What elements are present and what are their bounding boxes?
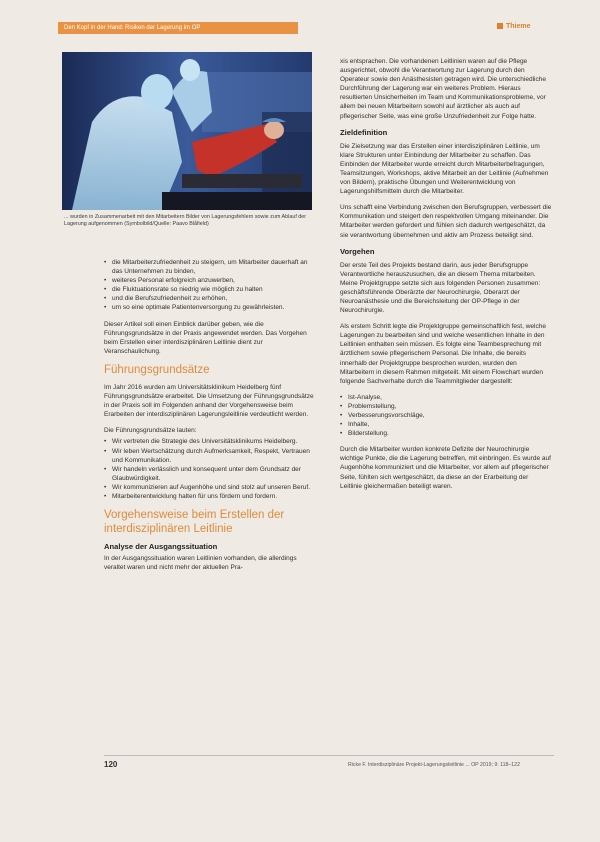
list-item: • Verbesserungsvorschläge, [340, 411, 552, 420]
list-item: • Wir vertreten die Strategie des Universitätsklinikums Heidelberg. [104, 437, 316, 446]
list-item: • und die Berufszufriedenheit zu erhöhen, [104, 294, 316, 303]
list-item: • Bilderstellung. [340, 429, 552, 438]
list-item: • die Fluktuationsrate so niedrig wie möglich zu halten [104, 285, 316, 294]
operating-room-photo [62, 52, 312, 210]
flowchart-list [340, 393, 552, 438]
section-title-procedure: Vorgehensweise beim Erstellen der interdisziplinären Leitlinie [104, 509, 285, 536]
analysis-paragraph: In der Ausgangssituation waren Leitlinien vorhanden, die allerdings veraltet waren und nicht mehr der aktuellen Pra- [104, 555, 297, 572]
subsection-title-goal: Zieldefinition [340, 127, 388, 137]
principles-intro: Die Führungsgrundsätze lauten: [104, 427, 197, 435]
list-item: • Wir kommunizieren auf Augenhöhe und sind stolz auf unseren Beruf. [104, 483, 316, 492]
list-item: • Mitarbeiterentwicklung halten für uns fördern und fordern. [104, 492, 316, 501]
list-item: • die Mitarbeiterzufriedenheit zu steigern, um Mitarbeiter dauerhaft an das Unternehmen zu binden, [104, 258, 316, 276]
figure-caption: ... wurden in Zusammenarbeit mit den Mitarbeitern Bilder von Lagerungsfehlern sowie zum Ablauf der Lagerung aufgenommen (Symbolbild/Quelle: Paavo Blåfield) [64, 214, 307, 227]
section-title-principles: Führungsgrundsätze [104, 363, 210, 376]
section-header-bar [58, 22, 298, 34]
list-item: • Wir handeln verlässlich und konsequent unter dem Grundsatz der Glaubwürdigkeit. [104, 465, 316, 483]
paragraph: Durch die Mitarbeiter wurden konkrete Defizite der Neurochirurgie wichtige Punkte, die die Lagerung betreffen, mit einbringen. Es wurde auf Augenhöhe kommuniziert und die Mitarbeiter, vor allem auf pflegerischer Seite, fühlten sich wertgeschätzt, da diese an der Erarbeitung der Leitlinie gleichermaßen beteiligt waren. [340, 446, 551, 490]
principles-paragraph: Im Jahr 2016 wurden am Universitätsklinikum Heidelberg fünf Führungsgrundsätze erarbeitet. Die Umsetzung der Führungsgrundsätze in der Praxis soll im Folgenden anhand der Vorgehensweise beim Erarbeiten der interdisziplinären Lagerungsleitlinie verdeutlicht werden. [104, 383, 314, 419]
list-item: • um so eine optimale Patientenversorgung zu gewährleisten. [104, 303, 316, 312]
paragraph: Die Zielsetzung war das Erstellen einer interdisziplinären Leitlinie, um klare Strukturen unter Einbindung der Mitarbeiter zu schaffen. Das Einbinden der Mitarbeiter wurde erreicht durch Mitarbeiterbefragungen, Teamsitzungen, Workshops, aktive Mitarbeit an der Leitlinie (Aufnehmen von Bildern), praktische Übungen und Weiterentwicklung von Lagerungshilfsmitteln durch die Mitarbeiter. [340, 142, 549, 196]
subsection-title-analysis: Analyse der Ausgangssituation [104, 542, 218, 552]
section-header-text: Den Kopf in der Hand: Risiken der Lagerung im OP [64, 25, 201, 31]
footer-divider [104, 755, 554, 756]
publisher-label [497, 23, 531, 30]
left-column [104, 258, 316, 579]
operating-room-illustration [62, 52, 312, 210]
page-number: 120 [104, 760, 118, 769]
paragraph: Als erstem Schritt legte die Projektgruppe gemeinschaftlich fest, welche Lagerungen zu bearbeiten sind und welche wesentlichen Inhalte in den Leitlinien enthalten sein müssen. Es folgte eine Teambesprechung mit ärztlichem sowie pflegerischem Personal. Die Inhalte, die bereits innerhalb der Projektgruppe besprochen wurden, wurden den Mitarbeitern in diesem Rahmen mitgeteilt. Mit einem Flowchart wurden folgende Sachverhalte durch die Teammitglieder dargestellt: [340, 323, 546, 385]
publisher-text: Thieme [506, 23, 531, 30]
citation: Ricke F. Interdisziplinäre Projekt-Lagerungsleitlinie ... OP 2019; 9: 118–122 [348, 762, 520, 768]
list-item: • Inhalte, [340, 420, 552, 429]
right-column [340, 57, 552, 498]
list-item: • weiteres Personal erfolgreich anzuwerben, [104, 276, 316, 285]
list-item: • Problemstellung, [340, 402, 552, 411]
subsection-title-method: Vorgehen [340, 246, 375, 256]
paragraph: Uns schafft eine Verbindung zwischen den Berufsgruppen, verbessert die Kommunikation und steigert den respektvollen Umgang miteinander. Die Mitarbeiter werden gefordert und fühlen sich dadurch wertgeschätzt, da sie verantwortung übernehmen und aktiv am Prozess beteiligt sind. [340, 204, 552, 239]
list-item: • Ist-Analyse, [340, 393, 552, 402]
publisher-square-icon [497, 23, 503, 29]
goals-list [104, 258, 316, 313]
intro-paragraph: Dieser Artikel soll einen Einblick darüber geben, wie die Führungsgrundsätze in der Praxis angewendet werden. Das Vorgehen beim Erstellen einer interdisziplinären Leitlinie dient zur Veranschaulichung. [104, 320, 307, 355]
principles-list [104, 437, 316, 501]
paragraph: xis entsprachen. Die vorhandenen Leitlinien waren auf die Pflege ausgerichtet, obwohl die Verantwortung zur Lagerung durch den Operateur sowie den Anästhesisten getragen wird. Die unterschiedliche Durchführung der Lagerung war ein weiteres Problem. Hieraus resultierten Unsicherheiten im Team und Kommunikationsprobleme, vor allem bei neuen Mitarbeitern sowohl auf ärztlicher als auch auf pflegerischer Seite, was eine große Unzufriedenheit zur Folge hatte. [340, 58, 546, 120]
list-item: • Wir leben Wertschätzung durch Aufmerksamkeit, Respekt, Vertrauen und Kommunikation. [104, 447, 316, 465]
paragraph: Der erste Teil des Projekts bestand darin, aus jeder Berufsgruppe Verantwortliche herauszusuchen, die an diesem Thema mitarbeiten. Meine Projektgruppe setzte sich aus folgenden Personen zusammen: geschäftsführende Oberärzte der Neurochirurgie, Oberarzt der Neuroanästhesie und die Bereichsleitung der OP-Pflege in der Neurochirurgie. [340, 261, 541, 315]
